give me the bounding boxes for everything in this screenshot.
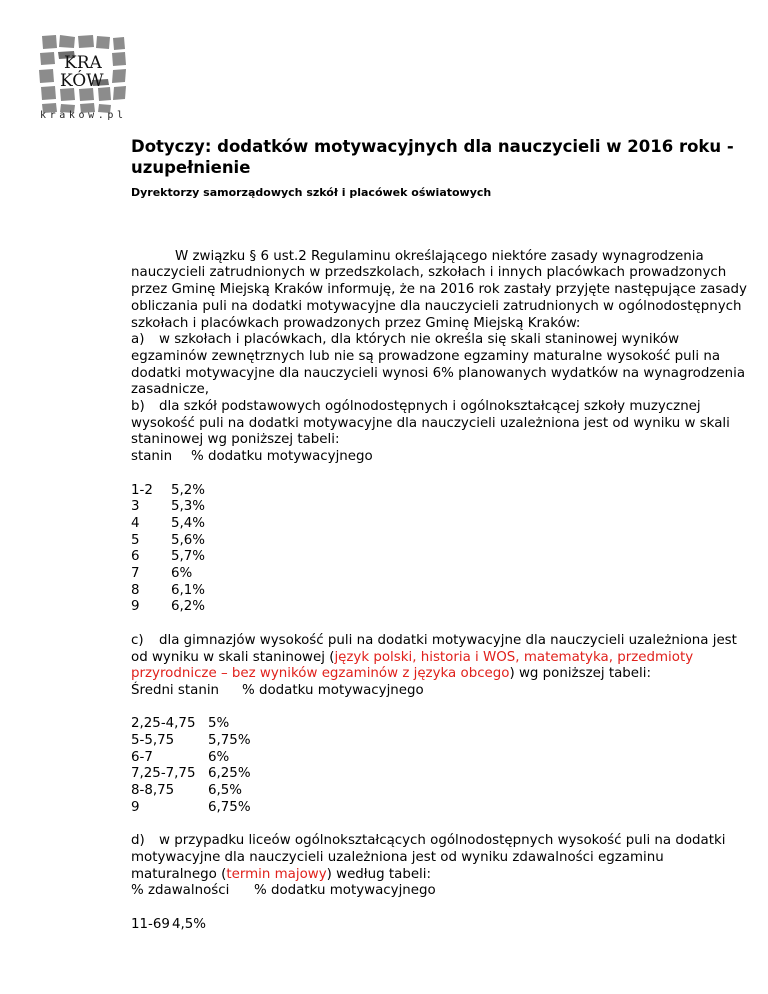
table-c-row-5-value: 6,75% xyxy=(208,799,251,815)
document-title: Dotyczy: dodatków motywacyjnych dla nauczycieli w 2016 roku - uzupełnienie xyxy=(131,137,734,177)
table-d-header-col2: % dodatku motywacyjnego xyxy=(254,883,436,899)
table-c-header-col1: Średni stanin xyxy=(131,682,220,698)
krakow-logo-graphic xyxy=(36,34,128,120)
table-b-row-0-value: 5,2% xyxy=(171,482,206,498)
point-c-text-after: ) wg poniższej tabeli: xyxy=(509,666,651,682)
table-c-row-3-key: 7,25-7,75 xyxy=(131,766,196,782)
table-b-header xyxy=(131,449,751,466)
table-row xyxy=(131,800,751,817)
table-d-header-col1: % zdawalności xyxy=(131,883,230,899)
point-c-text-before: dla gimnazjów wysokość puli na dodatki motywacyjne dla nauczycieli uzależniona jest od wyniku w skali staninowej ( xyxy=(131,632,737,665)
recipients-line: Dyrektorzy samorządowych szkół i placówek oświatowych xyxy=(131,186,492,199)
table-row xyxy=(131,566,751,583)
point-a xyxy=(131,332,751,399)
logo-text-kra: KRA xyxy=(64,53,102,73)
table-b-row-7-key: 9 xyxy=(131,599,140,615)
logo-url: krakow.pl xyxy=(40,110,127,121)
table-row xyxy=(131,599,751,616)
table-c xyxy=(131,716,751,816)
table-row xyxy=(131,766,751,783)
point-d-text-before: w przypadku liceów ogólnokształcących ogólnodostępnych wysokość puli na dodatki motywacyjne dla nauczycieli uzależniona jest od wyniku zdawalności egzaminu maturalnego ( xyxy=(131,833,726,882)
table-row xyxy=(131,499,751,516)
table-c-row-5-key: 9 xyxy=(131,799,140,815)
table-row xyxy=(131,483,751,500)
point-d xyxy=(131,833,751,883)
table-c-row-2-value: 6% xyxy=(208,749,230,765)
table-b-row-7-value: 6,2% xyxy=(171,599,206,615)
point-b xyxy=(131,399,751,449)
table-row xyxy=(131,783,751,800)
point-a-label: a) xyxy=(131,332,145,348)
point-b-label: b) xyxy=(131,399,145,415)
table-row xyxy=(131,516,751,533)
table-d xyxy=(131,917,751,934)
table-b-row-2-value: 5,4% xyxy=(171,515,206,531)
table-b-row-1-key: 3 xyxy=(131,499,140,515)
table-b-row-4-value: 5,7% xyxy=(171,549,206,565)
table-b-row-3-key: 5 xyxy=(131,532,140,548)
table-c-header-col2: % dodatku motywacyjnego xyxy=(242,682,424,698)
table-c-header xyxy=(131,683,751,700)
table-row xyxy=(131,549,751,566)
table-b-row-2-key: 4 xyxy=(131,515,140,531)
point-a-text: w szkołach i placówkach, dla których nie określa się skali staninowej wyników egzaminów zewnętrznych lub nie są prowadzone egzaminy maturalne wysokość puli na dodatki motywacyjne dla nauczycieli wynosi 6% planowanych wydatków na wynagrodzenia zasadnicze, xyxy=(131,332,746,398)
table-b-row-6-key: 8 xyxy=(131,582,140,598)
table-b-row-3-value: 5,6% xyxy=(171,532,206,548)
table-b-header-col1: stanin xyxy=(131,449,173,465)
table-d-header xyxy=(131,883,751,900)
table-b-row-6-value: 6,1% xyxy=(171,582,206,598)
logo-text-kow: KÓW xyxy=(60,71,104,91)
table-b-row-4-key: 6 xyxy=(131,549,140,565)
point-d-text-red: termin majowy xyxy=(226,866,327,882)
table-b-row-0-key: 1-2 xyxy=(131,482,153,498)
table-c-row-2-key: 6-7 xyxy=(131,749,153,765)
document-body xyxy=(131,232,751,933)
table-c-row-1-value: 5,75% xyxy=(208,733,251,749)
table-row xyxy=(131,716,751,733)
table-c-row-0-key: 2,25-4,75 xyxy=(131,716,196,732)
table-d-row-0-key: 11-69 xyxy=(131,916,170,932)
table-b-row-1-value: 5,3% xyxy=(171,499,206,515)
table-c-row-4-value: 6,5% xyxy=(208,783,243,799)
table-c-row-3-value: 6,25% xyxy=(208,766,251,782)
table-c-row-4-key: 8-8,75 xyxy=(131,783,175,799)
table-b-header-col2: % dodatku motywacyjnego xyxy=(191,449,373,465)
table-row xyxy=(131,733,751,750)
point-d-label: d) xyxy=(131,833,145,849)
intro-paragraph: W związku § 6 ust.2 Regulaminu określającego niektóre zasady wynagrodzenia nauczycieli zatrudnionych w przedszkolach, szkołach i innych placówkach prowadzonych przez Gminę Miejską Kraków informuję, że na 2016 rok zastały przyjęte następujące zasady obliczania puli na dodatki motywacyjne dla nauczycieli zatrudnionych w ogólnodostępnych szkołach i placówkach prowadzonych przez Gminę Miejską Kraków: xyxy=(131,248,747,331)
point-d-text-after: ) według tabeli: xyxy=(326,866,432,882)
table-c-row-0-value: 5% xyxy=(208,716,230,732)
point-c xyxy=(131,633,751,683)
table-b xyxy=(131,483,751,617)
point-b-text: dla szkół podstawowych ogólnodostępnych i ogólnokształcącej szkoły muzycznej wysokość puli na dodatki motywacyjne dla nauczycieli uzależniona jest od wyniku w skali staninowej wg poniższej tabeli: xyxy=(131,399,730,448)
table-b-row-5-key: 7 xyxy=(131,566,140,582)
point-c-text-red: język polski, historia i WOS, matematyka, przedmioty przyrodnicze – bez wyników egzaminów z języka obcego xyxy=(131,649,694,682)
point-c-label: c) xyxy=(131,632,144,648)
table-row xyxy=(131,583,751,600)
table-row xyxy=(131,750,751,767)
table-row xyxy=(131,533,751,550)
krakow-logo xyxy=(36,34,128,120)
table-c-row-1-key: 5-5,75 xyxy=(131,733,175,749)
table-b-row-5-value: 6% xyxy=(171,566,193,582)
table-row xyxy=(131,917,751,934)
table-d-row-0-value: 4,5% xyxy=(172,916,207,932)
